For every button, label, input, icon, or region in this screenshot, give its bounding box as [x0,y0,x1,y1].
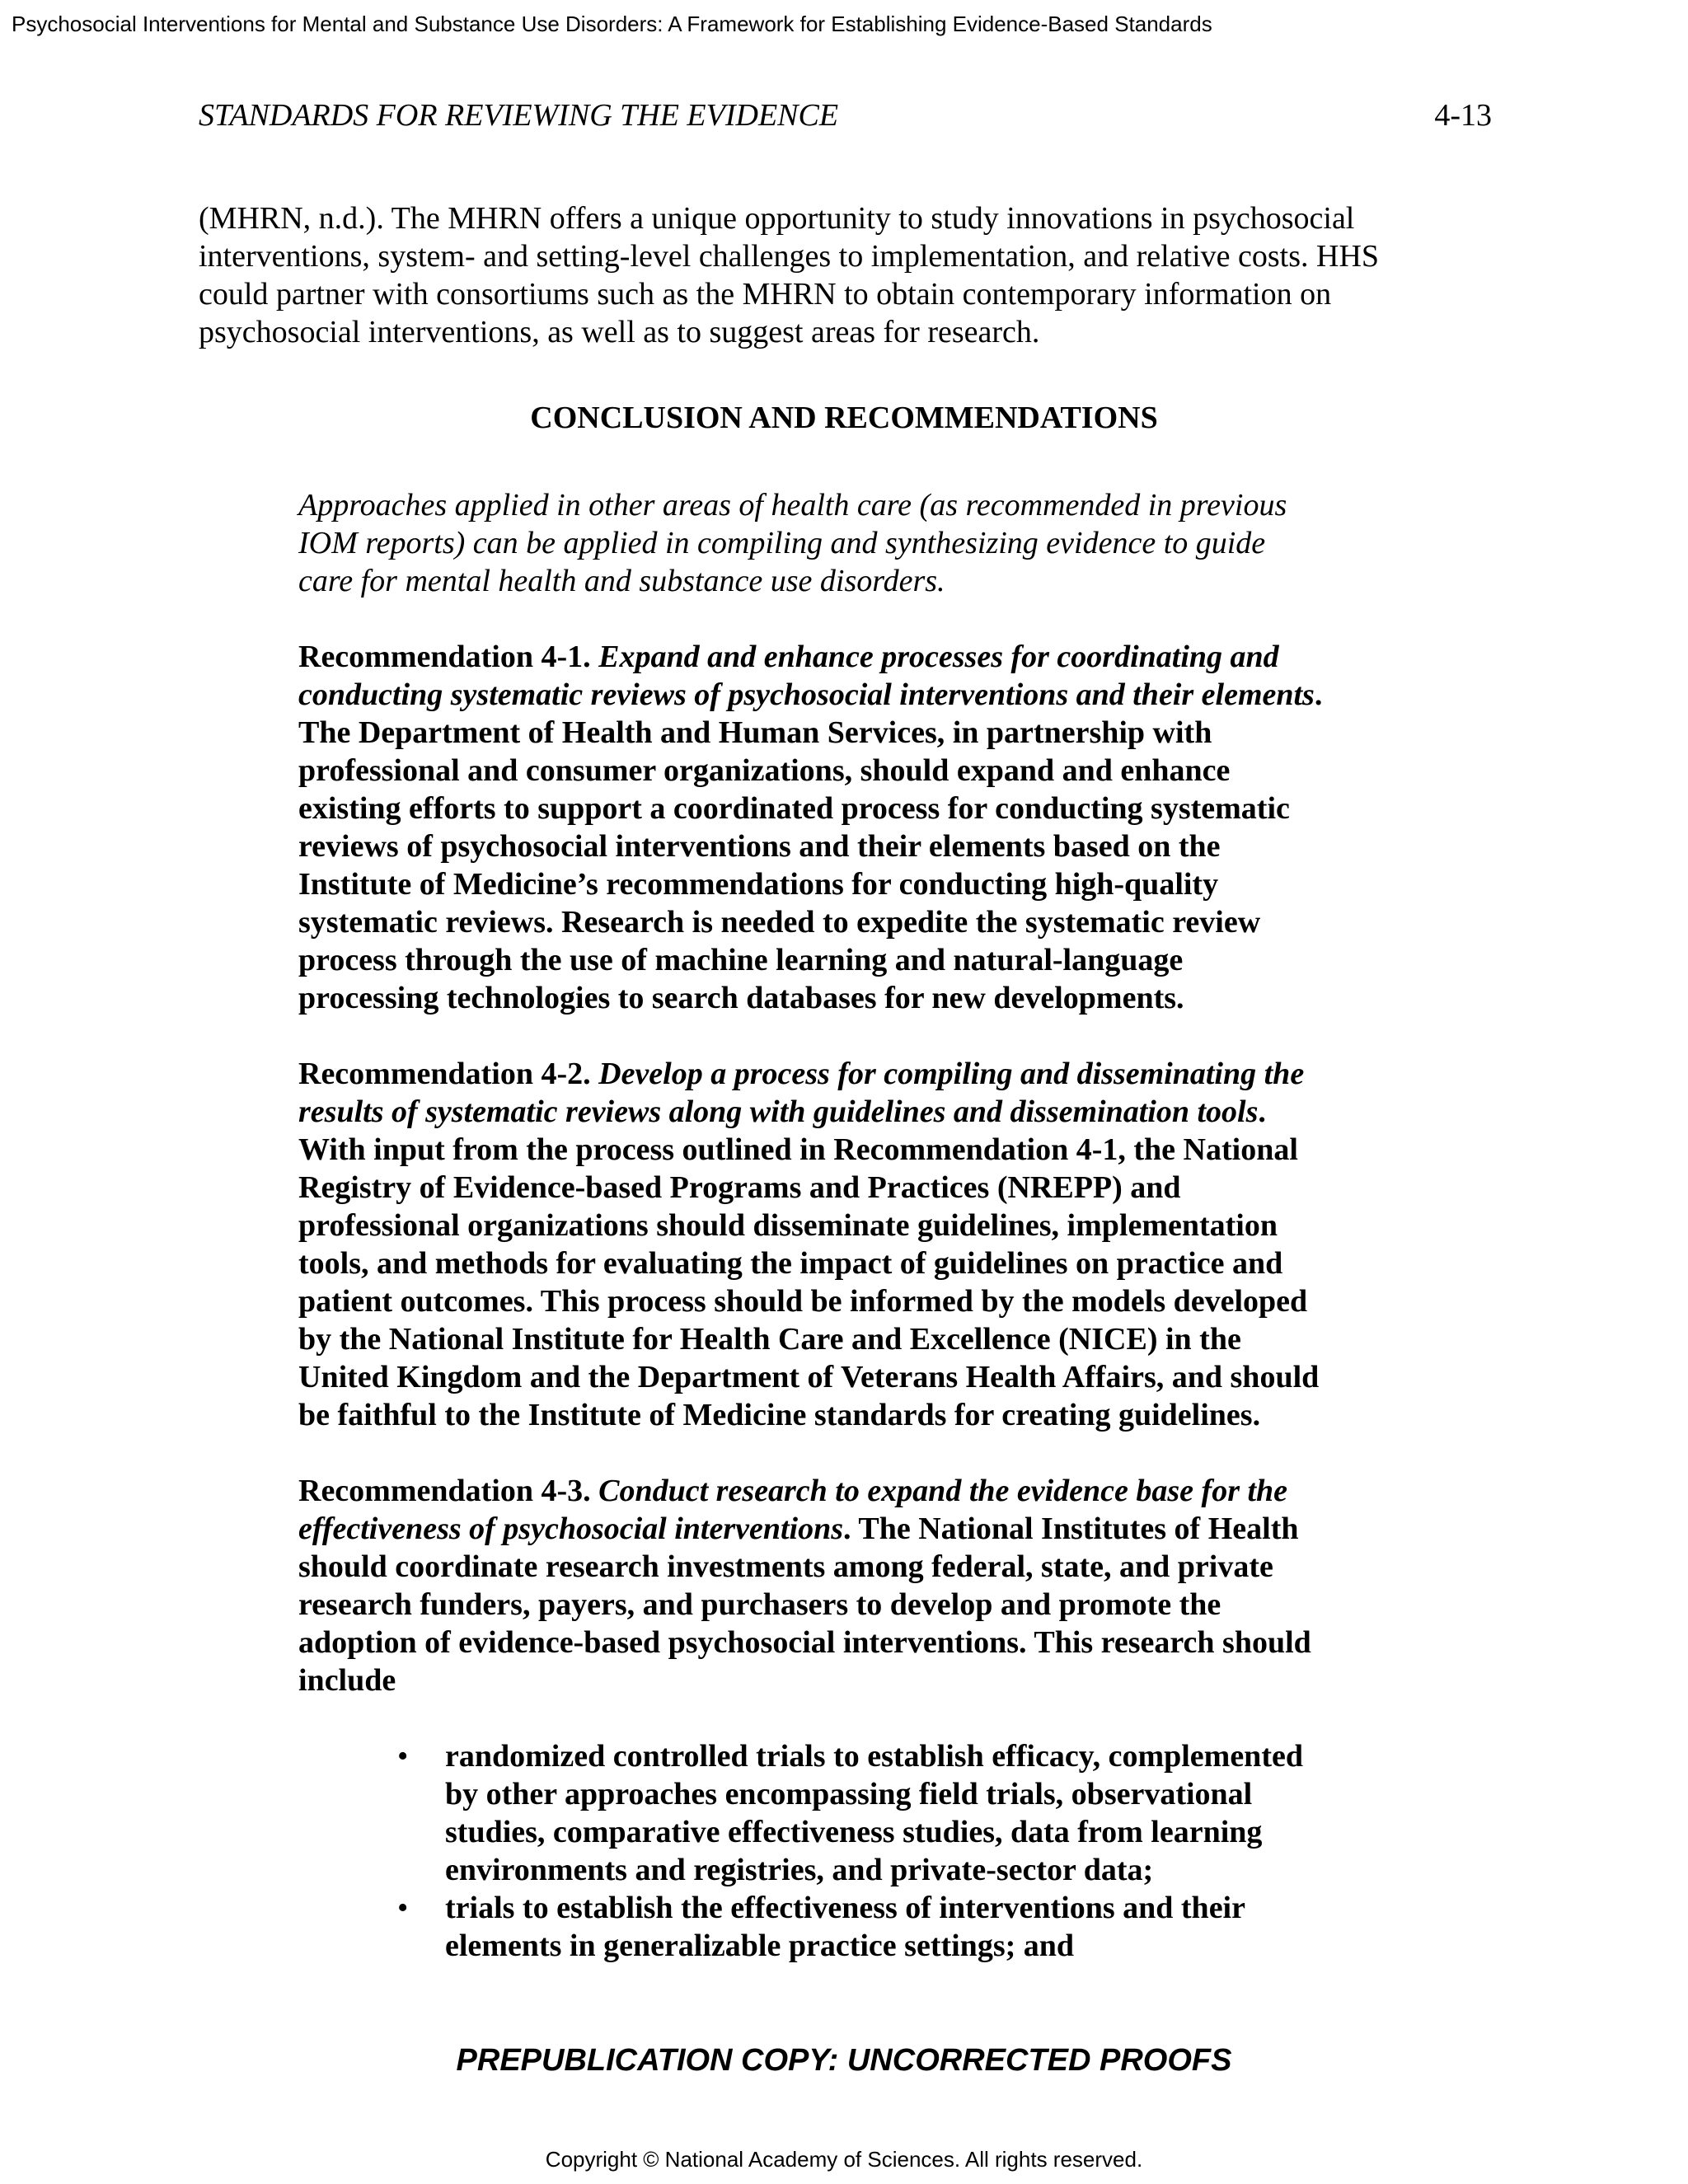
recommendation-body-line: United Kingdom and the Department of Veterans Health Affairs, and should [298,1360,1320,1394]
copyright-notice: Copyright © National Academy of Sciences. All rights reserved. [545,2147,1143,2172]
recommendation-title: conducting systematic reviews of psychosocial interventions and their elements [298,677,1315,712]
running-head: STANDARDS FOR REVIEWING THE EVIDENCE [199,98,839,133]
list-item-line: by other approaches encompassing field trials, observational [445,1777,1253,1811]
intro-line: psychosocial interventions, as well as to suggest areas for research. [199,315,1040,349]
recommendation-4-2 [298,1055,1319,1434]
recommendation-body-line: by the National Institute for Health Care and Excellence (NICE) in the [298,1322,1241,1357]
recommendation-body-line: patient outcomes. This process should be informed by the models developed [298,1284,1308,1319]
recommendation-body-line: reviews of psychosocial interventions and their elements based on the [298,829,1221,864]
recommendation-label: Recommendation 4-1. [298,640,591,674]
list-item-line: trials to establish the effectiveness of interventions and their [445,1891,1245,1925]
recommendation-body-line: process through the use of machine learning and natural-language [298,943,1184,977]
recommendation-body-line: Institute of Medicine’s recommendations for conducting high-quality [298,867,1219,902]
intro-paragraph [199,199,1484,351]
recommendation-title: results of systematic reviews along with guidelines and dissemination tools [298,1094,1259,1129]
recommendation-body-line: adoption of evidence-based psychosocial interventions. This research should [298,1625,1311,1660]
recommendation-label: Recommendation 4-2. [298,1057,591,1091]
recommendation-4-1 [298,638,1322,1017]
list-item-line: randomized controlled trials to establish efficacy, complemented [445,1739,1303,1774]
intro-line: (MHRN, n.d.). The MHRN offers a unique opportunity to study innovations in psychosocial [199,201,1355,236]
list-item-line: studies, comparative effectiveness studies, data from learning [445,1815,1263,1849]
recommendation-body-line: research funders, payers, and purchasers to develop and promote the [298,1587,1221,1622]
recommendation-body-line: With input from the process outlined in Recommendation 4-1, the National [298,1132,1298,1167]
recommendation-title: Expand and enhance processes for coordinating and [598,640,1279,674]
bullet-icon: • [397,1891,409,1925]
list-item-line: environments and registries, and private-sector data; [445,1853,1154,1887]
intro-line: could partner with consortiums such as the MHRN to obtain contemporary information on [199,277,1332,312]
recommendation-body-line: tools, and methods for evaluating the impact of guidelines on practice and [298,1246,1283,1281]
conclusion-statement [298,486,1287,600]
recommendation-title-line [298,676,1322,714]
research-bullet-list [397,1737,1303,1965]
recommendation-body-line: processing technologies to search databases for new developments. [298,981,1184,1015]
recommendation-body-line: existing efforts to support a coordinated process for conducting systematic [298,791,1290,826]
recommendation-body-line: include [298,1663,396,1698]
bullet-icon: • [397,1739,409,1774]
recommendation-title-end: . [1314,677,1323,712]
recommendation-label: Recommendation 4-3. [298,1474,591,1508]
recommendation-title-end: . [843,1511,851,1546]
list-item-line: elements in generalizable practice settings; and [445,1929,1075,1963]
recommendation-title: effectiveness of psychosocial interventions [298,1511,844,1546]
list-item [397,1889,1303,1965]
recommendation-body-tail: The National Institutes of Health [851,1511,1299,1546]
page-number: 4-13 [1434,98,1492,133]
recommendation-body-line: professional organizations should disseminate guidelines, implementation [298,1208,1278,1243]
recommendation-title: Conduct research to expand the evidence base for the [598,1474,1288,1508]
recommendation-title-line [298,1472,1311,1510]
recommendation-4-3 [298,1472,1311,1699]
recommendation-body-line: systematic reviews. Research is needed to expedite the systematic review [298,905,1261,940]
recommendation-title-line [298,1510,1311,1548]
recommendation-title-line [298,1055,1319,1093]
recommendation-body-line: should coordinate research investments among federal, state, and private [298,1549,1273,1584]
recommendation-title: Develop a process for compiling and disseminating the [598,1057,1305,1091]
conclusion-line: care for mental health and substance use disorders. [298,564,945,598]
recommendation-body-line: be faithful to the Institute of Medicine standards for creating guidelines. [298,1398,1261,1432]
prepublication-notice: PREPUBLICATION COPY: UNCORRECTED PROOFS [456,2043,1232,2078]
recommendation-body-line: Registry of Evidence-based Programs and Practices (NREPP) and [298,1170,1181,1205]
section-heading: CONCLUSION AND RECOMMENDATIONS [530,401,1158,435]
recommendation-title-end: . [1258,1094,1266,1129]
intro-line: interventions, system- and setting-level challenges to implementation, and relative costs. HHS [199,239,1380,274]
list-item [397,1737,1303,1889]
recommendation-title-line [298,638,1322,676]
conclusion-line: IOM reports) can be applied in compiling and synthesizing evidence to guide [298,526,1266,560]
recommendation-body-line: The Department of Health and Human Services, in partnership with [298,715,1212,750]
recommendation-title-line [298,1093,1319,1131]
recommendation-body-line: professional and consumer organizations, should expand and enhance [298,753,1231,788]
report-title-banner: Psychosocial Interventions for Mental and Substance Use Disorders: A Framework for Establishing Evidence-Based Standards [12,12,1212,36]
conclusion-line: Approaches applied in other areas of health care (as recommended in previous [298,488,1287,523]
